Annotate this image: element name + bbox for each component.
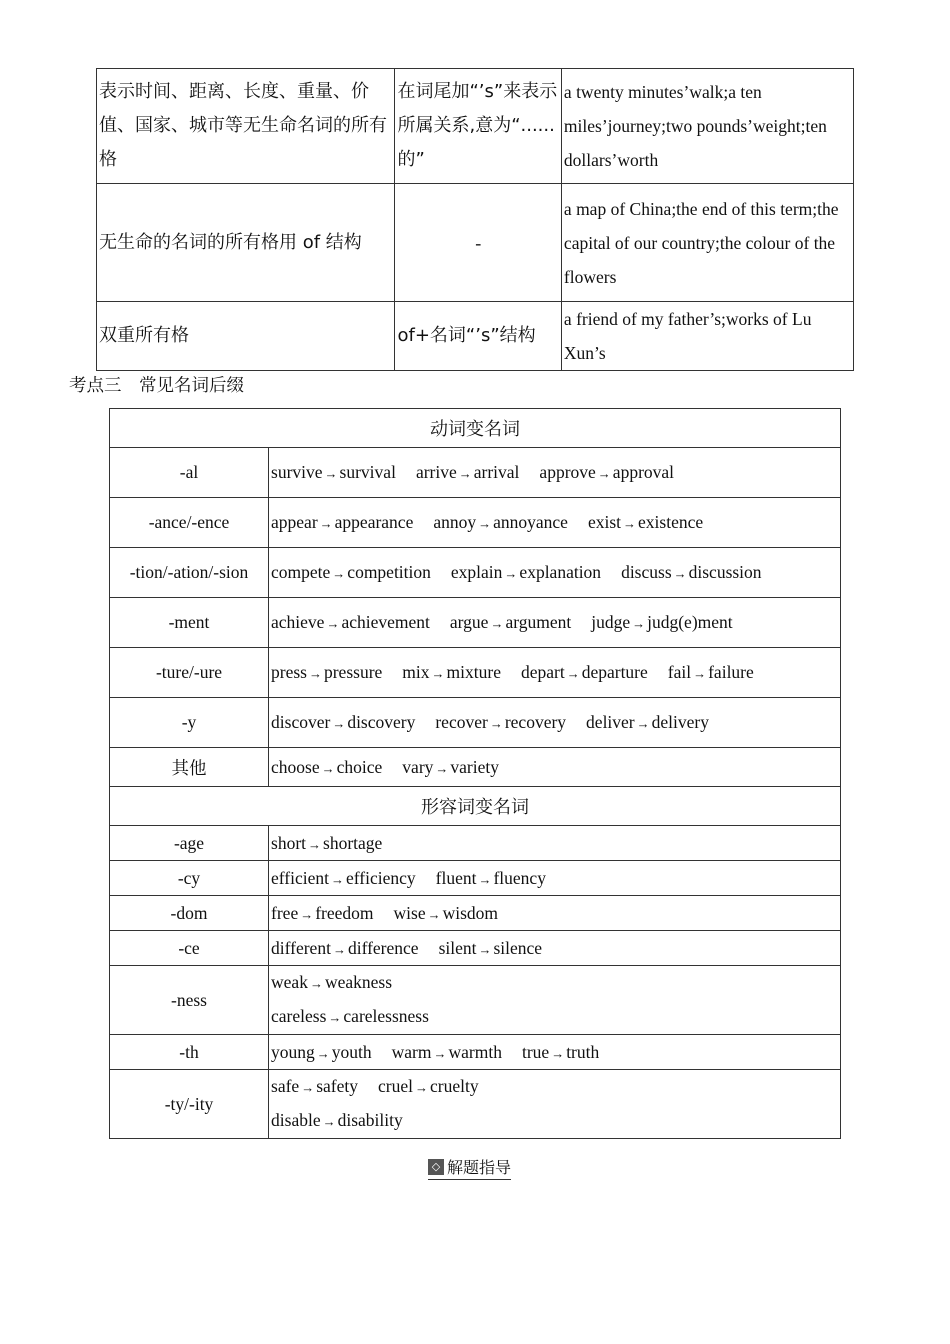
derived-noun: freedom — [315, 902, 374, 923]
derived-noun: carelessness — [343, 1006, 429, 1026]
base-word: disable — [271, 1110, 321, 1130]
word-pair — [271, 757, 382, 777]
word-pair — [539, 462, 674, 482]
arrow-icon: → — [566, 666, 580, 681]
base-word: efficient — [271, 867, 329, 888]
arrow-icon: → — [300, 906, 314, 922]
suffix-cell: -ness — [110, 966, 269, 1035]
word-pair — [439, 938, 543, 958]
derived-noun: truth — [566, 1041, 600, 1062]
word-pair — [394, 903, 499, 923]
table-row — [110, 698, 841, 748]
arrow-icon: → — [324, 466, 338, 481]
arrow-icon: → — [597, 466, 611, 481]
section-header: 动词变名词 — [110, 409, 841, 448]
suffix-table — [109, 408, 841, 1139]
derived-noun: existence — [638, 512, 704, 532]
base-word: fail — [667, 662, 692, 682]
table-row — [110, 598, 841, 648]
derived-noun: failure — [708, 662, 754, 682]
derived-noun: delivery — [651, 712, 709, 732]
arrow-icon: → — [636, 716, 650, 731]
suffix-cell: -th — [110, 1035, 269, 1070]
usage-cell: 无生命的名词的所有格用 of 结构 — [97, 184, 395, 302]
base-word: warm — [391, 1041, 432, 1062]
table-row — [110, 861, 841, 896]
guide-badge — [428, 1155, 511, 1180]
arrow-icon: → — [309, 976, 323, 991]
derived-noun: discovery — [347, 712, 416, 732]
word-pair — [668, 662, 754, 682]
arrow-icon: → — [478, 871, 492, 887]
example-cell — [269, 648, 841, 698]
word-pair — [586, 712, 709, 732]
word-pair — [271, 1006, 429, 1026]
example-line — [271, 966, 838, 1000]
derived-noun: disability — [337, 1110, 403, 1130]
word-pair — [271, 903, 374, 923]
derived-noun: achievement — [341, 612, 430, 632]
derived-noun: argument — [505, 612, 572, 632]
derived-noun: variety — [450, 756, 499, 777]
suffix-cell: -ce — [110, 931, 269, 966]
suffix-cell: -age — [110, 826, 269, 861]
table-row — [110, 648, 841, 698]
derived-noun: judg(e)ment — [647, 612, 733, 632]
derived-noun: choice — [336, 756, 383, 777]
base-word: discover — [271, 712, 331, 732]
base-word: young — [271, 1041, 315, 1062]
arrow-icon: → — [435, 760, 449, 776]
word-pair — [402, 662, 501, 682]
arrow-icon: → — [308, 836, 322, 852]
example-cell — [269, 931, 841, 966]
arrow-icon: → — [551, 1045, 565, 1061]
word-pair — [271, 1042, 372, 1062]
derived-noun: annoyance — [493, 512, 568, 532]
arrow-icon: → — [331, 871, 344, 887]
word-pair — [271, 512, 413, 532]
base-word: depart — [520, 662, 565, 682]
form-cell: of+名词“’s”结构 — [395, 302, 561, 371]
arrow-icon: → — [332, 941, 346, 957]
table-row — [110, 498, 841, 548]
arrow-icon: → — [458, 466, 472, 481]
table-row — [110, 448, 841, 498]
guide-label: 解题指导 — [447, 1158, 512, 1177]
base-word: judge — [591, 612, 631, 632]
derived-noun: competition — [347, 562, 431, 582]
suffix-cell: -ment — [110, 598, 269, 648]
derived-noun: cruelty — [429, 1076, 479, 1096]
base-word: survive — [271, 462, 323, 482]
word-pair — [271, 612, 430, 632]
table-row — [110, 548, 841, 598]
guide-icon: ◇ — [428, 1159, 444, 1175]
example-cell — [269, 598, 841, 648]
suffix-cell: -dom — [110, 896, 269, 931]
base-word: safe — [271, 1076, 300, 1096]
base-word: true — [521, 1041, 550, 1062]
word-pair — [271, 1076, 358, 1096]
example-cell — [269, 896, 841, 931]
derived-noun: wisdom — [442, 902, 499, 923]
derived-noun: safety — [316, 1076, 358, 1096]
arrow-icon: → — [478, 941, 492, 957]
derived-noun: mixture — [446, 662, 501, 682]
derived-noun: weakness — [324, 972, 393, 992]
base-word: cruel — [378, 1076, 413, 1096]
arrow-icon: → — [504, 566, 518, 581]
arrow-icon: → — [433, 1045, 447, 1061]
base-word: discuss — [621, 562, 672, 582]
table-row — [97, 69, 854, 184]
derived-noun: explanation — [519, 562, 602, 582]
section-header-row — [110, 787, 841, 826]
arrow-icon: → — [301, 1080, 315, 1095]
derived-noun: youth — [331, 1041, 372, 1062]
arrow-icon: → — [316, 1045, 330, 1061]
word-pair — [271, 833, 382, 853]
table-row — [97, 302, 854, 371]
arrow-icon: → — [322, 1114, 336, 1129]
word-pair — [271, 712, 415, 732]
word-pair — [435, 712, 566, 732]
table-row — [110, 1070, 841, 1139]
derived-noun: approval — [612, 462, 675, 482]
table-row — [110, 896, 841, 931]
word-pair — [271, 1110, 403, 1130]
table-row — [110, 826, 841, 861]
word-pair — [588, 512, 703, 532]
suffix-cell: 其他 — [110, 748, 269, 787]
section-heading: 考点三 常见名词后缀 — [69, 376, 244, 396]
word-pair — [521, 662, 648, 682]
word-pair — [271, 662, 382, 682]
arrow-icon: → — [632, 616, 646, 631]
arrow-icon: → — [431, 666, 445, 681]
base-word: mix — [402, 662, 430, 682]
derived-noun: warmth — [448, 1041, 502, 1062]
table-row — [110, 1035, 841, 1070]
derived-noun: silence — [493, 937, 543, 958]
arrow-icon: → — [623, 516, 637, 531]
arrow-icon: → — [490, 616, 504, 631]
arrow-icon: → — [489, 716, 503, 731]
derived-noun: pressure — [323, 662, 383, 682]
derived-noun: shortage — [323, 832, 383, 853]
example-line — [271, 1070, 838, 1104]
table-row — [110, 931, 841, 966]
arrow-icon: → — [427, 906, 441, 922]
arrow-icon: → — [478, 516, 492, 531]
suffix-cell: -tion/-ation/-sion — [110, 548, 269, 598]
derived-noun: discussion — [688, 562, 762, 582]
word-pair — [450, 612, 571, 632]
word-pair — [271, 868, 416, 888]
table-row — [97, 184, 854, 302]
word-pair — [402, 757, 499, 777]
word-pair — [271, 938, 419, 958]
suffix-cell: -ty/-ity — [110, 1070, 269, 1139]
base-word: annoy — [433, 512, 477, 532]
section-header: 形容词变名词 — [110, 787, 841, 826]
example-cell — [269, 698, 841, 748]
word-pair — [271, 562, 431, 582]
arrow-icon: → — [693, 666, 707, 681]
word-pair — [436, 868, 546, 888]
form-cell: 在词尾加“’s”来表示所属关系,意为“......的” — [395, 69, 561, 184]
word-pair — [433, 512, 568, 532]
example-line — [271, 1000, 838, 1034]
table-row — [110, 748, 841, 787]
derived-noun: difference — [347, 937, 419, 958]
base-word: explain — [450, 562, 503, 582]
word-pair — [451, 562, 601, 582]
base-word: exist — [587, 512, 622, 532]
example-cell — [269, 548, 841, 598]
suffix-cell: -y — [110, 698, 269, 748]
base-word: short — [271, 832, 307, 853]
example-cell — [269, 748, 841, 787]
word-pair — [392, 1042, 502, 1062]
word-pair — [591, 612, 732, 632]
table-row — [110, 966, 841, 1035]
example-cell — [269, 826, 841, 861]
word-pair — [378, 1076, 479, 1096]
base-word: weak — [271, 972, 308, 992]
base-word: silent — [438, 937, 477, 958]
arrow-icon: → — [332, 566, 346, 581]
word-pair — [271, 462, 396, 482]
example-cell — [269, 1070, 841, 1139]
example-cell — [269, 1035, 841, 1070]
base-word: appear — [271, 512, 318, 532]
derived-noun: appearance — [334, 512, 414, 532]
example-line — [271, 1104, 838, 1138]
base-word: press — [271, 662, 307, 682]
base-word: vary — [402, 756, 434, 777]
suffix-cell: -cy — [110, 861, 269, 896]
arrow-icon: → — [328, 1010, 342, 1025]
word-pair — [416, 462, 519, 482]
base-word: free — [271, 902, 299, 923]
example-cell — [269, 966, 841, 1035]
derived-noun: fluency — [493, 867, 546, 888]
usage-cell: 双重所有格 — [97, 302, 395, 371]
arrow-icon: → — [673, 566, 687, 581]
base-word: compete — [271, 562, 331, 582]
example-cell: a twenty minutes’walk;a ten miles’journey;two pounds’weight;ten dollars’worth — [561, 69, 853, 184]
derived-noun: survival — [339, 462, 396, 482]
example-cell — [269, 498, 841, 548]
base-word: careless — [271, 1006, 327, 1026]
derived-noun: efficiency — [346, 867, 416, 888]
base-word: wise — [393, 902, 426, 923]
form-cell: - — [395, 184, 561, 302]
example-cell: a map of China;the end of this term;the capital of our country;the colour of the flowers — [561, 184, 853, 302]
derived-noun: departure — [581, 662, 648, 682]
base-word: choose — [271, 756, 320, 777]
arrow-icon: → — [414, 1080, 428, 1095]
base-word: achieve — [271, 612, 325, 632]
word-pair — [522, 1042, 599, 1062]
arrow-icon: → — [321, 760, 335, 776]
word-pair — [621, 562, 762, 582]
arrow-icon: → — [308, 666, 322, 681]
suffix-cell: -ture/-ure — [110, 648, 269, 698]
suffix-cell: -ance/-ence — [110, 498, 269, 548]
derived-noun: recovery — [504, 712, 567, 732]
possessive-table — [96, 68, 854, 371]
arrow-icon: → — [326, 616, 340, 631]
base-word: argue — [449, 612, 489, 632]
example-cell: a friend of my father’s;works of Lu Xun’s — [561, 302, 853, 371]
derived-noun: arrival — [473, 462, 520, 482]
base-word: fluent — [435, 867, 477, 888]
word-pair — [271, 972, 392, 992]
base-word: different — [271, 937, 331, 958]
example-cell — [269, 861, 841, 896]
base-word: approve — [539, 462, 596, 482]
usage-cell: 表示时间、距离、长度、重量、价值、国家、城市等无生命名词的所有格 — [97, 69, 395, 184]
section-header-row — [110, 409, 841, 448]
example-cell — [269, 448, 841, 498]
base-word: recover — [435, 712, 488, 732]
suffix-cell: -al — [110, 448, 269, 498]
arrow-icon: → — [332, 716, 346, 731]
base-word: deliver — [586, 712, 635, 732]
base-word: arrive — [415, 462, 457, 482]
arrow-icon: → — [319, 516, 333, 531]
